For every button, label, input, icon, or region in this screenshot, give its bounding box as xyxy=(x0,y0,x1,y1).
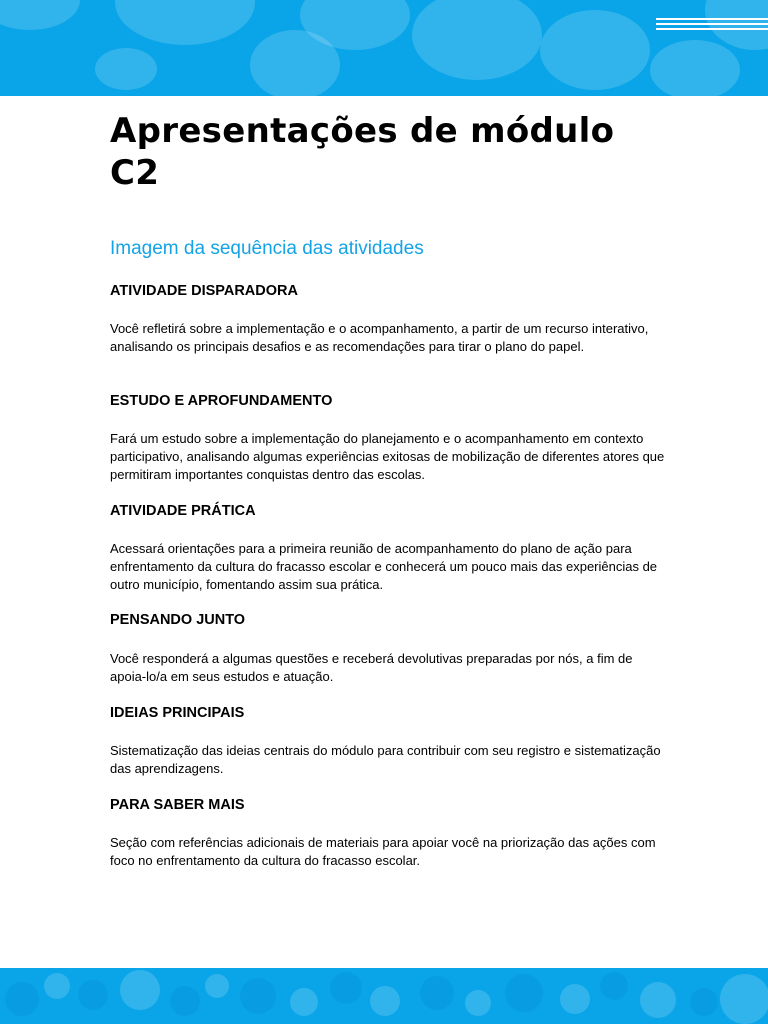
block-text-atividade-pratica: Acessará orientações para a primeira reunião de acompanhamento do plano de ação para enfrentamento da cultura do fracasso escolar e conhecerá um pouco mais das experiências de outro município, fomentando assim sua prática. xyxy=(110,541,658,593)
block-title-para-saber-mais: PARA SABER MAIS xyxy=(110,797,245,813)
decorative-bubble xyxy=(650,40,740,96)
decorative-bubble xyxy=(420,976,454,1010)
decorative-bubble xyxy=(78,980,108,1010)
block-title-pensando-junto: PENSANDO JUNTO xyxy=(110,612,246,628)
decorative-bubble xyxy=(412,0,542,80)
decorative-bubble xyxy=(330,972,362,1004)
section-heading: Imagem da sequência das atividades xyxy=(110,238,424,259)
block-text-para-saber-mais: Seção com referências adicionais de materiais para apoiar você na priorização das ações com foco no enfrentamento da cultura do fracasso escolar. xyxy=(110,835,656,869)
block-title-atividade-disparadora: ATIVIDADE DISPARADORA xyxy=(110,283,298,299)
block-title-estudo-aprofundamento: ESTUDO E APROFUNDAMENTO xyxy=(110,393,333,409)
menu-lines-icon xyxy=(656,18,768,36)
block-text-atividade-disparadora: Você refletirá sobre a implementação e o acompanhamento, a partir de um recurso interativo, analisando os principais desafios e as recomendações para tirar o plano do papel. xyxy=(110,321,649,355)
decorative-bubble xyxy=(690,988,718,1016)
decorative-bubble xyxy=(205,974,229,998)
decorative-bubble xyxy=(370,986,400,1016)
decorative-bubble xyxy=(540,10,650,90)
block-text-pensando-junto: Você responderá a algumas questões e receberá devolutivas preparadas por nós, a fim de apoia-lo/a em seus estudos e atuação. xyxy=(110,651,633,685)
decorative-bubble xyxy=(600,972,628,1000)
decorative-bubble xyxy=(44,973,70,999)
block-text-estudo-aprofundamento: Fará um estudo sobre a implementação do planejamento e o acompanhamento em contexto participativo, analisando algumas experiências exitosas de mobilização de diferentes atores que permitiram importantes conquistas dentro das escolas. xyxy=(110,431,665,483)
block-text-ideias-principais: Sistematização das ideias centrais do módulo para contribuir com seu registro e sistematização das aprendizagens. xyxy=(110,743,661,777)
decorative-bubble xyxy=(290,988,318,1016)
decorative-bubble xyxy=(5,982,39,1016)
decorative-bubble xyxy=(720,974,768,1024)
decorative-bubble xyxy=(560,984,590,1014)
decorative-bubble xyxy=(505,974,543,1012)
decorative-bubble xyxy=(0,0,80,30)
decorative-bubble xyxy=(120,970,160,1010)
page-title: Apresentações de módulo C2 xyxy=(110,111,615,193)
decorative-bubble xyxy=(465,990,491,1016)
block-title-ideias-principais: IDEIAS PRINCIPAIS xyxy=(110,705,245,721)
block-title-atividade-pratica: ATIVIDADE PRÁTICA xyxy=(110,503,256,519)
footer-band xyxy=(0,968,768,1024)
decorative-bubble xyxy=(640,982,676,1018)
decorative-bubble xyxy=(240,978,276,1014)
header-band xyxy=(0,0,768,96)
page-content xyxy=(110,110,670,869)
decorative-bubble xyxy=(170,986,200,1016)
decorative-bubble xyxy=(115,0,255,45)
decorative-bubble xyxy=(95,48,157,90)
